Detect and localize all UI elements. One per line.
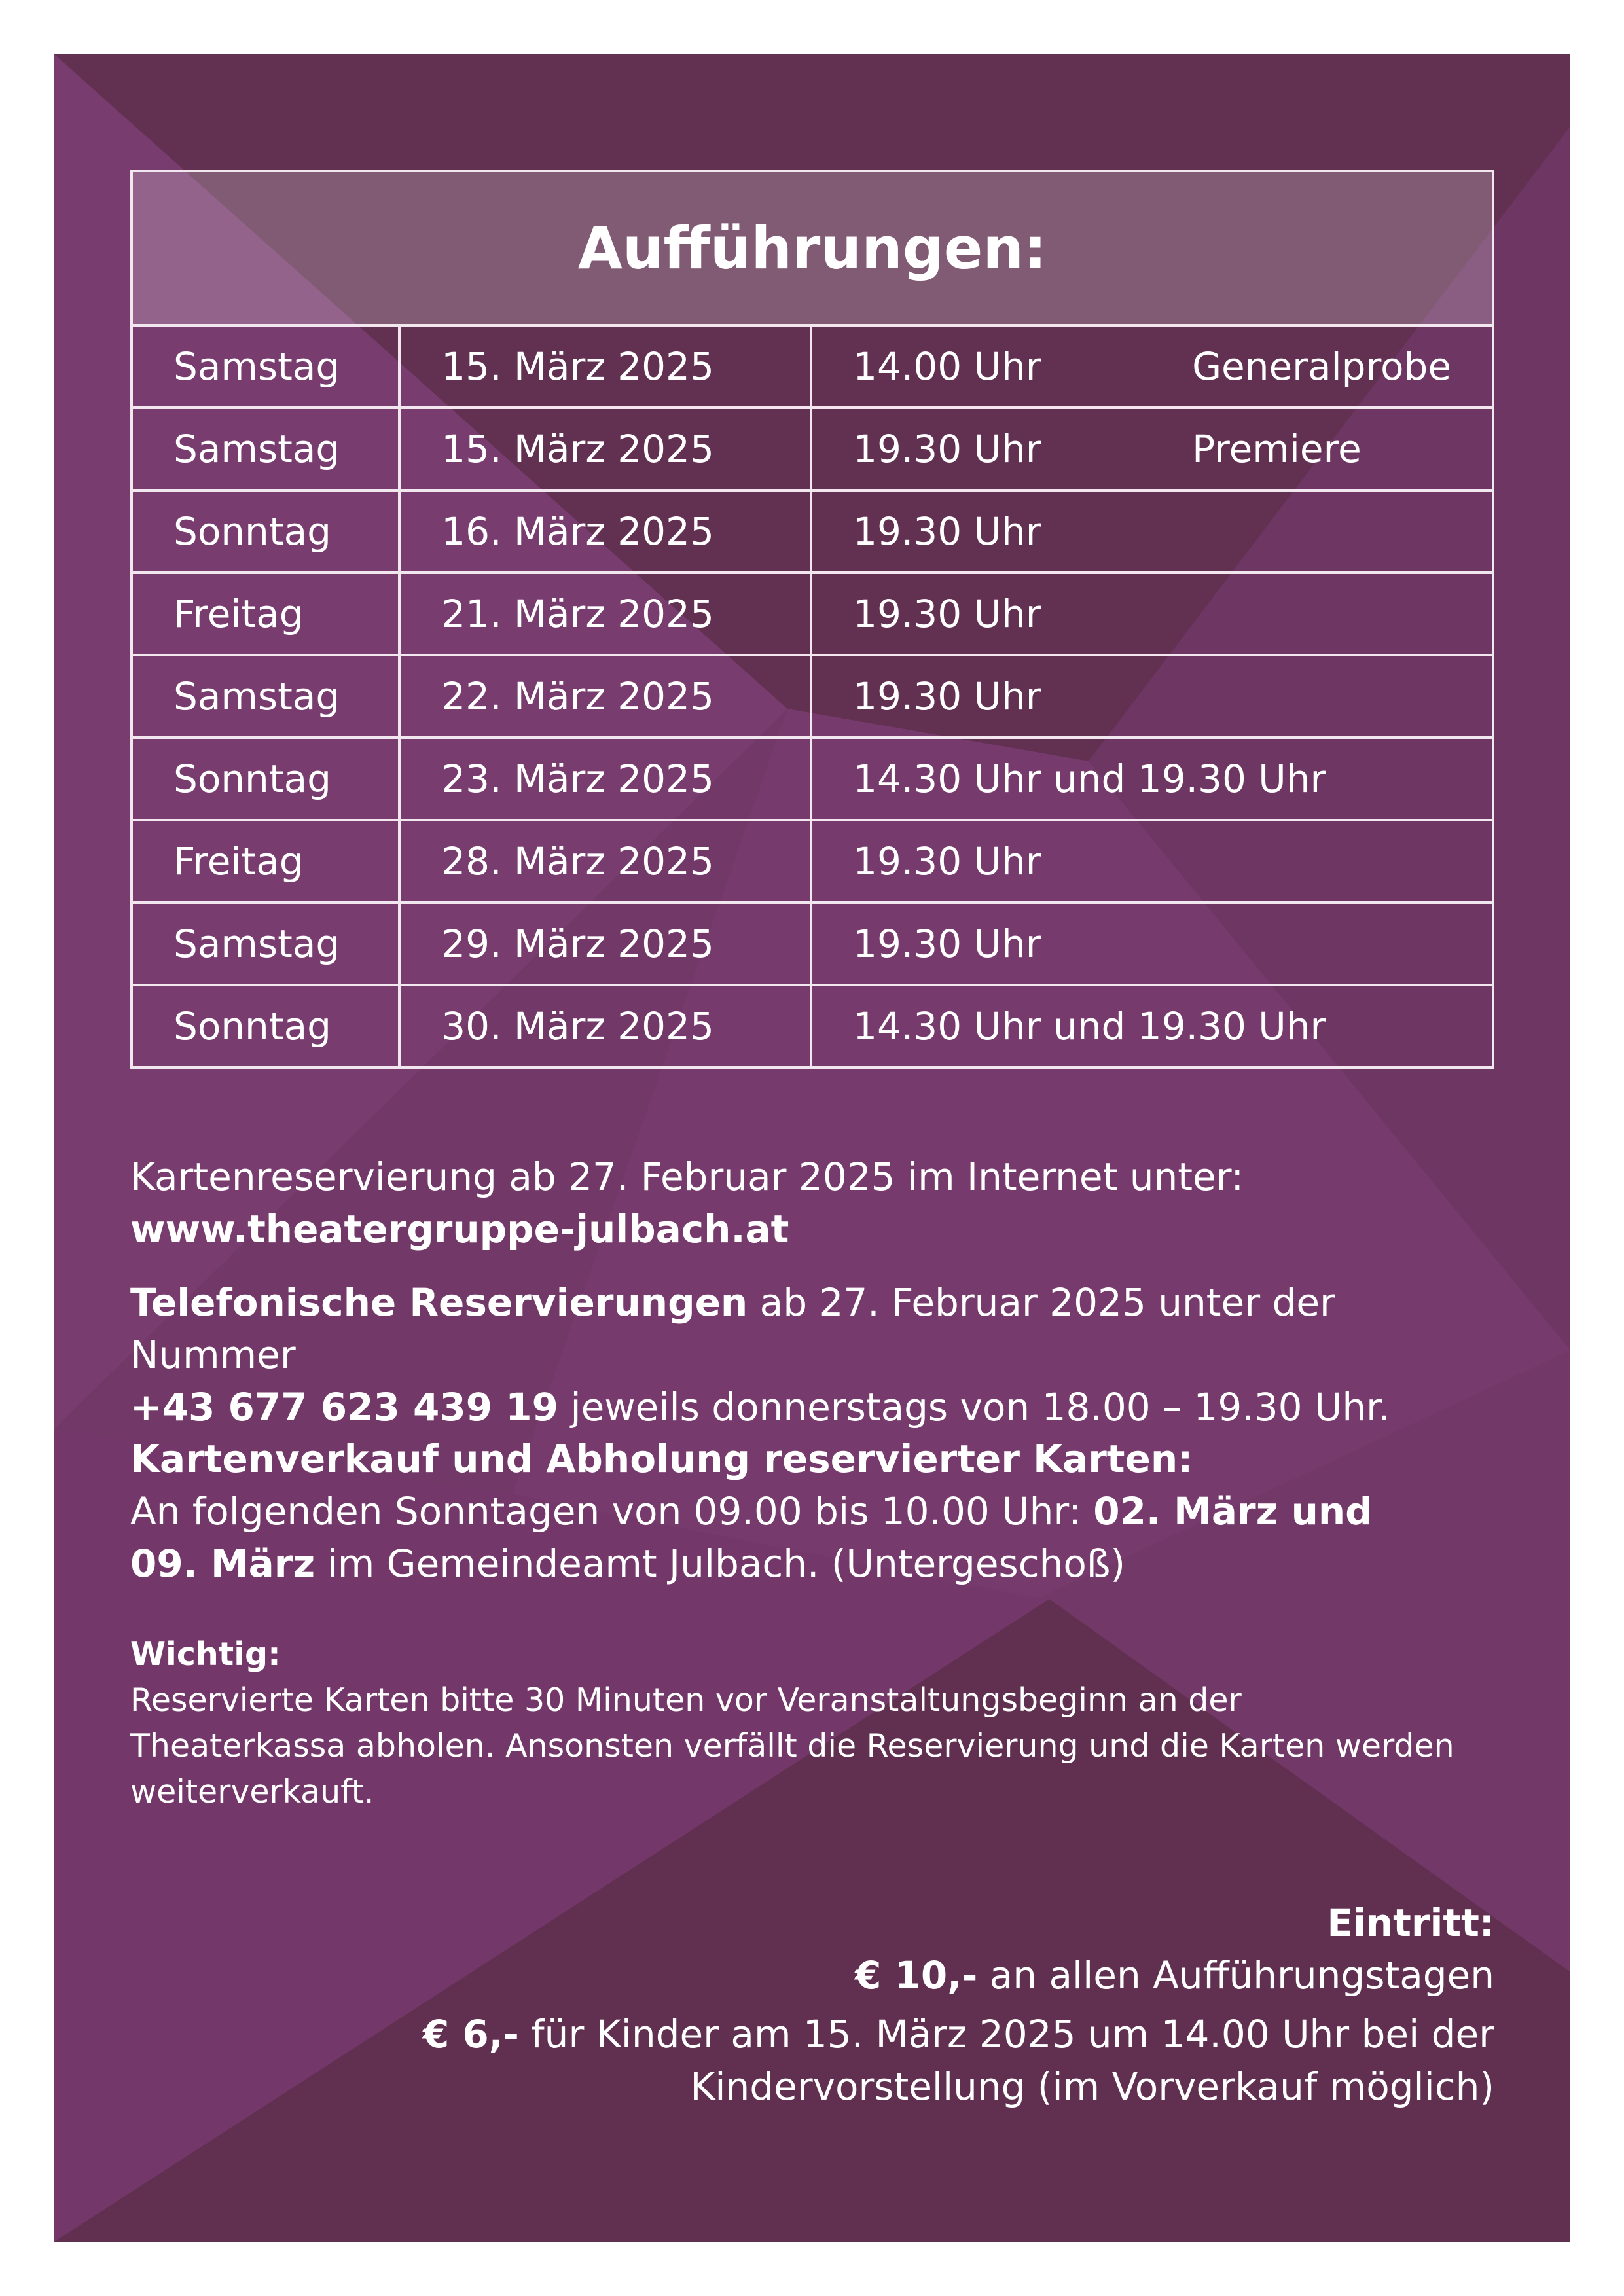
date-cell: 29. März 2025 [399, 903, 811, 985]
online-reservation-text: Kartenreservierung ab 27. Februar 2025 im Internet unter: [130, 1155, 1244, 1199]
poster [54, 54, 1570, 2242]
phone-label: Telefonische Reservierungen [130, 1280, 748, 1325]
day-cell: Samstag [132, 655, 399, 738]
time-cell [811, 490, 1493, 573]
time-text: 19.30 Uhr [853, 509, 1041, 554]
day-cell: Sonntag [132, 985, 399, 1067]
ticket-sale-text-1: An folgenden Sonntagen von 09.00 bis 10.00 Uhr: [130, 1489, 1094, 1534]
table-row [132, 325, 1493, 408]
time-cell [811, 738, 1493, 820]
date-cell: 22. März 2025 [399, 655, 811, 738]
important-line-2: Theaterkassa abholen. Ansonsten verfällt die Reservierung und die Karten werden [130, 1727, 1454, 1765]
price-child-text-1: für Kinder am 15. März 2025 um 14.00 Uhr bei der [518, 2012, 1494, 2056]
table-row [132, 573, 1493, 655]
schedule-table [130, 170, 1494, 1069]
website-link[interactable]: www.theatergruppe-julbach.at [130, 1207, 789, 1251]
note-text: Premiere [1192, 427, 1362, 471]
day-cell: Samstag [132, 408, 399, 490]
content [54, 54, 1570, 2242]
time-text: 14.30 Uhr und 19.30 Uhr [853, 1004, 1326, 1049]
date-cell: 15. März 2025 [399, 408, 811, 490]
time-cell [811, 325, 1493, 408]
important-line-3: weiterverkauft. [130, 1773, 374, 1810]
price-adult-text: an allen Aufführungstagen [977, 1953, 1494, 1998]
ticket-sale-heading: Kartenverkauf und Abholung reservierter Karten: [130, 1437, 1193, 1481]
online-reservation [130, 1151, 1505, 1255]
time-cell [811, 985, 1493, 1067]
table-row [132, 738, 1493, 820]
time-text: 19.30 Uhr [853, 839, 1041, 884]
time-text: 19.30 Uhr [853, 922, 1041, 966]
day-cell: Samstag [132, 325, 399, 408]
time-cell [811, 573, 1493, 655]
phone-line-1 [130, 1276, 1505, 1381]
important-line-1: Reservierte Karten bitte 30 Minuten vor Veranstaltungsbeginn an der [130, 1681, 1242, 1719]
table-row [132, 985, 1493, 1067]
time-text: 19.30 Uhr [853, 674, 1041, 719]
ticket-sale-dates-2: 09. März [130, 1541, 316, 1586]
table-row [132, 820, 1493, 903]
price-adult: € 10,- [854, 1953, 978, 1998]
schedule-title: Aufführungen: [132, 171, 1493, 325]
day-cell: Freitag [132, 820, 399, 903]
date-cell: 28. März 2025 [399, 820, 811, 903]
admission-price-2-line-2: Kindervorstellung (im Vorverkauf möglich) [690, 2064, 1494, 2109]
ticket-sale-line-2 [130, 1537, 1505, 1590]
admission-price-1 [316, 1949, 1494, 2001]
table-row [132, 490, 1493, 573]
time-cell [811, 655, 1493, 738]
date-cell: 16. März 2025 [399, 490, 811, 573]
phone-text-1: ab 27. Februar 2025 unter der Nummer [130, 1280, 1335, 1377]
phone-line-2 [130, 1381, 1505, 1433]
admission-price-2 [316, 2008, 1494, 2060]
time-text: 14.30 Uhr und 19.30 Uhr [853, 757, 1326, 801]
date-cell: 21. März 2025 [399, 573, 811, 655]
table-row [132, 903, 1493, 985]
table-row [132, 408, 1493, 490]
ticket-sale-line-1 [130, 1485, 1505, 1537]
ticket-sale-text-2: im Gemeindeamt Julbach. (Untergeschoß) [315, 1541, 1126, 1586]
day-cell: Sonntag [132, 490, 399, 573]
ticket-sale [130, 1433, 1505, 1590]
time-text: 19.30 Uhr [853, 592, 1041, 636]
time-cell [811, 903, 1493, 985]
note-text: Generalprobe [1192, 344, 1452, 389]
time-cell [811, 408, 1493, 490]
day-cell: Freitag [132, 573, 399, 655]
price-child: € 6,- [422, 2012, 519, 2056]
date-cell: 23. März 2025 [399, 738, 811, 820]
date-cell: 30. März 2025 [399, 985, 811, 1067]
important-heading: Wichtig: [130, 1636, 281, 1673]
phone-reservation [130, 1276, 1505, 1433]
table-row [132, 655, 1493, 738]
time-cell [811, 820, 1493, 903]
phone-text-2: jeweils donnerstags von 18.00 – 19.30 Uhr. [558, 1385, 1391, 1429]
time-text: 19.30 Uhr [853, 427, 1041, 471]
admission-heading: Eintritt: [1327, 1901, 1494, 1945]
day-cell: Sonntag [132, 738, 399, 820]
important-note [130, 1632, 1505, 1815]
phone-number[interactable]: +43 677 623 439 19 [130, 1385, 559, 1429]
admission [316, 1897, 1494, 2113]
date-cell: 15. März 2025 [399, 325, 811, 408]
ticket-sale-dates-1: 02. März und [1093, 1489, 1373, 1534]
schedule-header-row [132, 171, 1493, 325]
time-text: 14.00 Uhr [853, 344, 1041, 389]
day-cell: Samstag [132, 903, 399, 985]
